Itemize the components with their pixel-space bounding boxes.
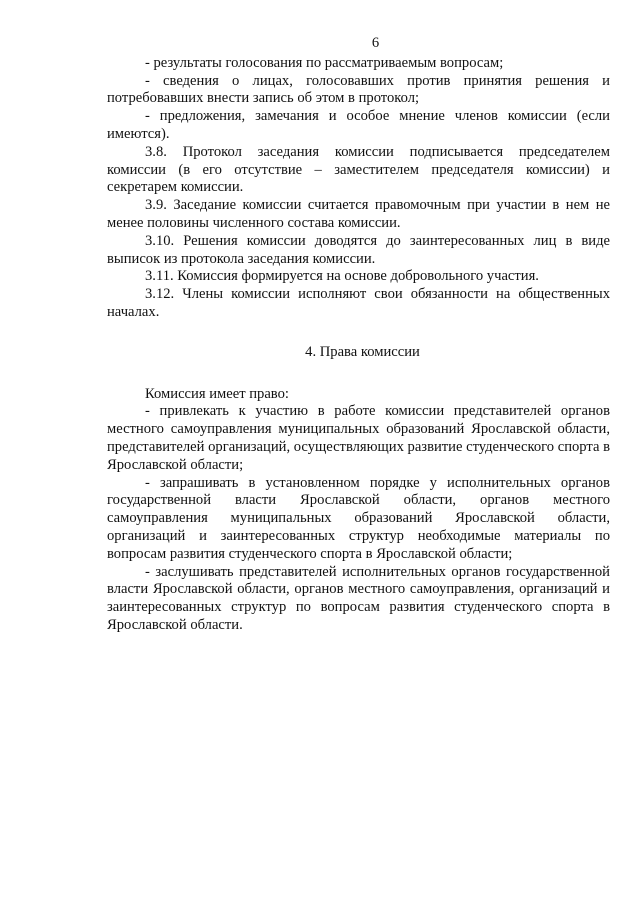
paragraph-3-12: 3.12. Члены комиссии исполняют свои обязанности на общественных началах.: [107, 286, 610, 320]
paragraph-voting-results: - результаты голосования по рассматриваемым вопросам;: [145, 54, 504, 71]
page-number: 6: [371, 35, 380, 51]
paragraph-3-8: 3.8. Протокол заседания комиссии подписывается председателем комиссии (в его отсутствие – заместителем председателя комиссии) и секретарем комиссии.: [107, 143, 610, 196]
section-heading: 4. Права комиссии: [305, 343, 420, 360]
paragraph-dissenting-members: - сведения о лицах, голосовавших против принятия решения и потребовавших внести запись об этом в протокол;: [107, 72, 610, 107]
document-page: [107, 35, 610, 635]
protocol-section: [107, 55, 610, 322]
section-lead: Комиссия имеет право:: [145, 385, 289, 402]
paragraph-3-11: 3.11. Комиссия формируется на основе добровольного участия.: [145, 268, 539, 285]
right-request-materials: - запрашивать в установленном порядке у исполнительных органов государственной власти Ярославской области, органов местного самоуправления муниципальных образований Ярославской области, организаций и заинтересованных структур необходимые материалы по вопросам развития студенческого спорта в Ярославской области;: [107, 474, 610, 562]
right-involve-representatives: - привлекать к участию в работе комиссии представителей органов местного самоуправления муниципальных образований Ярославской области, представителей организаций, осуществляющих развитие студенческого спорта в Ярославской области;: [107, 403, 610, 473]
paragraph-3-10: 3.10. Решения комиссии доводятся до заинтересованных лиц в виде выписок из протокола заседания комиссии.: [107, 232, 610, 267]
paragraph-proposals: - предложения, замечания и особое мнение членов комиссии (если имеются).: [107, 108, 610, 142]
rights-section: [107, 386, 610, 635]
right-hear-representatives: - заслушивать представителей исполнительных органов государственной власти Ярославской области, органов местного самоуправления, организаций и заинтересованных структур по вопросам развития студенческого спорта в Ярославской области.: [107, 563, 610, 633]
paragraph-3-9: 3.9. Заседание комиссии считается правомочным при участии в нем не менее половины численного состава комиссии.: [107, 197, 610, 231]
